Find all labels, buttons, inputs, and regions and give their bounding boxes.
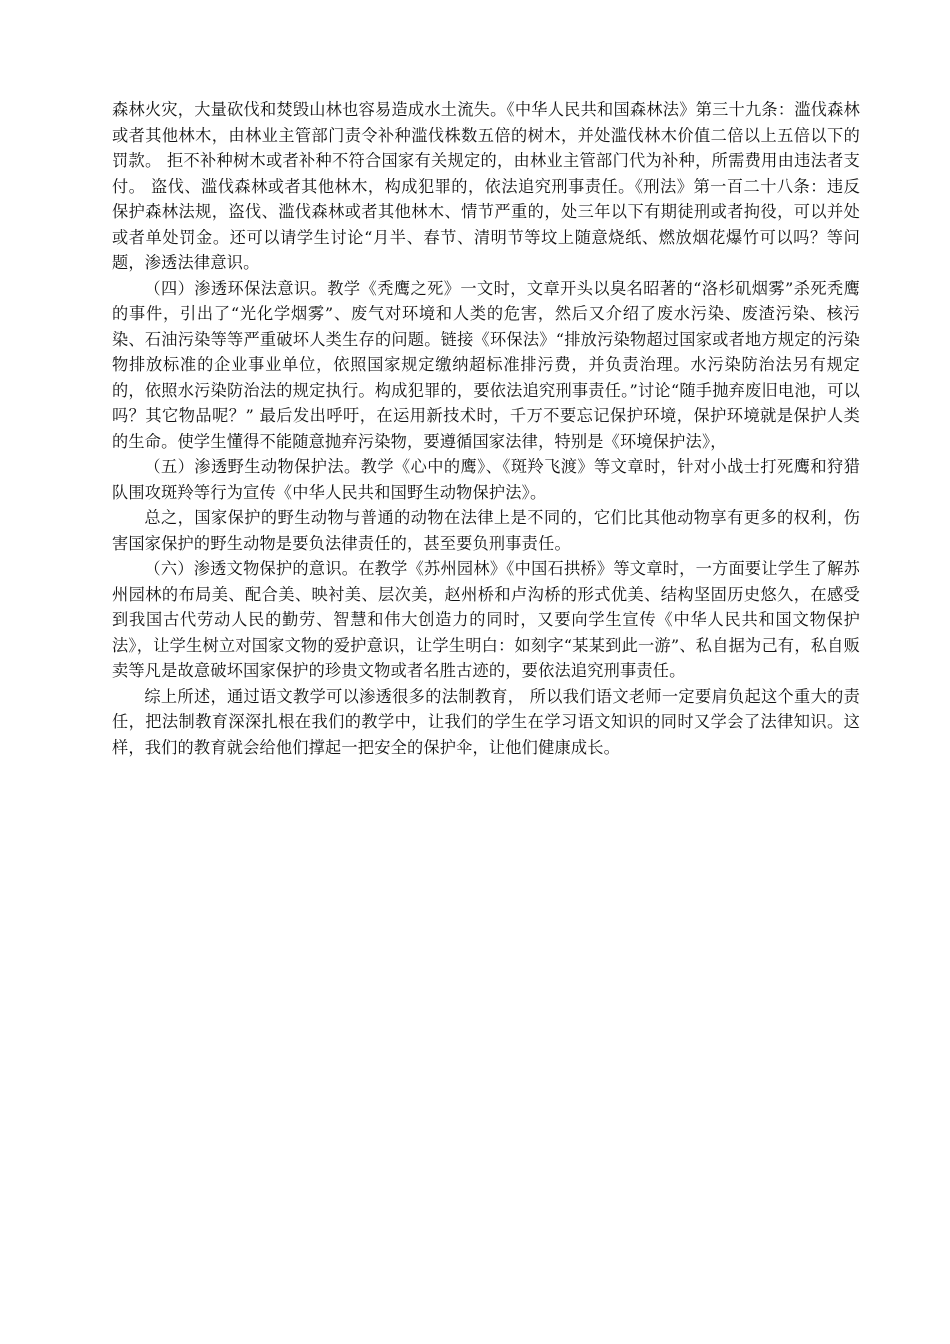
paragraph-conclusion: 综上所述，通过语文教学可以渗透很多的法制教育， 所以我们语文老师一定要肩负起这个重大的责任，把法制教育深深扎根在我们的教学中，让我们的学生在学习语文知识的同时又学会了法律知识。这样，我们的教育就会给他们撑起一把安全的保护伞，让他们健康成长。 xyxy=(112,686,860,757)
paragraph-summary-wildlife: 总之，国家保护的野生动物与普通的动物在法律上是不同的，它们比其他动物享有更多的权利，伤害国家保护的野生动物是要负法律责任的，甚至要负刑事责任。 xyxy=(112,508,860,553)
document-body xyxy=(112,97,860,760)
paragraph-forest-law: 森林火灾，大量砍伐和焚毁山林也容易造成水土流失。《中华人民共和国森林法》第三十九条：滥伐森林或者其他林木，由林业主管部门责令补种滥伐株数五倍的树木，并处滥伐林木价值二倍以上五倍以下的罚款。 拒不补种树木或者补种不符合国家有关规定的，由林业主管部门代为补种，所需费用由违法者支付。 盗伐、滥伐森林或者其他林木，构成犯罪的，依法追究刑事责任。《刑法》第一百二十八条：违反保护森林法规，盗伐、滥伐森林或者其他林木、情节严重的，处三年以下有期徒刑或者拘役，可以并处或者单处罚金。还可以请学生讨论“月半、春节、清明节等坟上随意烧纸、燃放烟花爆竹可以吗？等问题，渗透法律意识。 xyxy=(112,100,860,272)
paragraph-environmental-law: （四）渗透环保法意识。教学《秃鹰之死》一文时，文章开头以臭名昭著的“洛杉矶烟雾”杀死秃鹰的事件，引出了“光化学烟雾”、废气对环境和人类的危害，然后又介绍了废水污染、废渣污染、核污染、石油污染等等严重破坏人类生存的问题。链接《环保法》“排放污染物超过国家或者地方规定的污染物排放标准的企业事业单位，依照国家规定缴纳超标准排污费，并负责治理。水污染防治法另有规定的，依照水污染防治法的规定执行。构成犯罪的，要依法追究刑事责任。”讨论“随手抛弃废旧电池，可以吗？其它物品呢？” 最后发出呼吁，在运用新技术时，千万不要忘记保护环境，保护环境就是保护人类的生命。使学生懂得不能随意抛弃污染物，要遵循国家法律，特别是《环境保护法》， xyxy=(112,278,860,451)
paragraph-wildlife-law: （五）渗透野生动物保护法。教学《心中的鹰》、《斑羚飞渡》等文章时，针对小战士打死鹰和狩猎队围攻斑羚等行为宣传《中华人民共和国野生动物保护法》。 xyxy=(112,457,860,502)
paragraph-cultural-relics-law: （六）渗透文物保护的意识。在教学《苏州园林》《中国石拱桥》等文章时，一方面要让学生了解苏州园林的布局美、配合美、映衬美、层次美，赵州桥和卢沟桥的形式优美、结构坚固历史悠久，在感受到我国古代劳动人民的勤劳、智慧和伟大创造力的同时，又要向学生宣传《中华人民共和国文物保护法》，让学生树立对国家文物的爱护意识，让学生明白：如刻字“某某到此一游”、私自据为己有，私自贩卖等凡是故意破坏国家保护的珍贵文物或者名胜古迹的，要依法追究刑事责任。 xyxy=(112,559,860,680)
